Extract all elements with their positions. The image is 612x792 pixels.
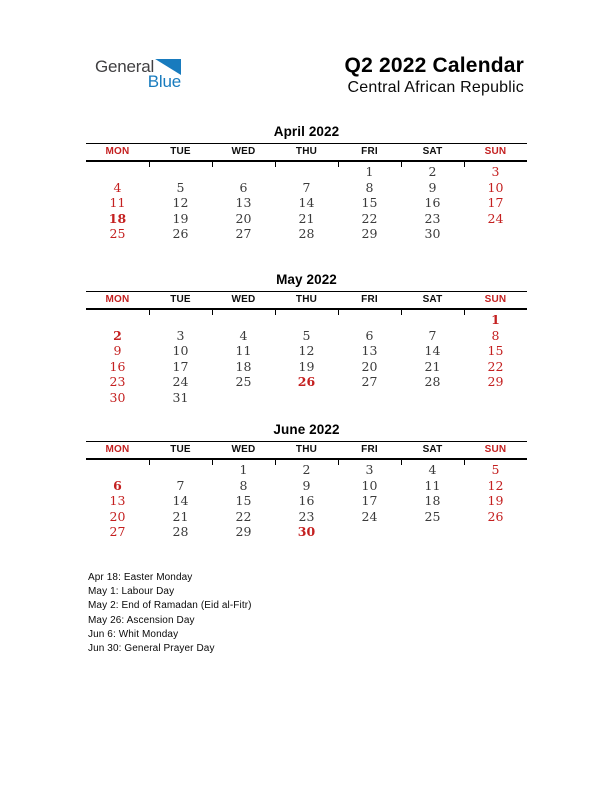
calendar-week-row — [86, 180, 527, 196]
day-cell-14: 14 — [298, 195, 315, 210]
day-cell-15: 15 — [361, 195, 378, 210]
day-cell-19: 19 — [487, 493, 504, 508]
day-cell-23: 23 — [109, 374, 126, 389]
day-cell-21: 21 — [424, 358, 441, 374]
day-cell-24: 24 — [172, 374, 189, 389]
calendar-week-row — [86, 524, 527, 540]
day-cell-11: 11 — [109, 195, 126, 210]
day-cell-12: 12 — [172, 195, 189, 210]
day-cell-3: 3 — [491, 164, 500, 179]
day-cell-27: 27 — [361, 374, 378, 389]
day-cell-2: 2 — [113, 327, 122, 343]
weekday-header-sun: SUN — [484, 444, 507, 455]
day-cell-5: 5 — [302, 327, 311, 343]
day-cell-29: 29 — [361, 226, 378, 241]
day-cell-6: 6 — [365, 327, 374, 343]
day-cell-20: 20 — [235, 210, 252, 226]
calendar-week-row — [86, 226, 527, 242]
day-cell-16: 16 — [424, 195, 441, 210]
day-cell-19: 19 — [172, 210, 189, 226]
day-cell-empty — [212, 312, 275, 328]
day-cell-30: 30 — [109, 389, 126, 405]
day-cell-12: 12 — [487, 477, 504, 493]
calendar-week-row — [86, 478, 527, 494]
month-block-april-2022 — [86, 124, 527, 242]
day-cell-25: 25 — [424, 508, 441, 524]
weekday-header-sat: SAT — [401, 146, 464, 157]
weekday-header-row — [86, 441, 527, 460]
holiday-item: May 26: Ascension Day — [88, 614, 195, 626]
brand-logo — [95, 58, 181, 90]
day-cell-11: 11 — [424, 477, 441, 493]
day-cell-4: 4 — [239, 327, 248, 343]
day-cell-7: 7 — [428, 327, 437, 343]
weekday-header-sat: SAT — [401, 294, 464, 305]
holiday-item: Apr 18: Easter Monday — [88, 572, 193, 583]
day-cell-13: 13 — [361, 343, 378, 358]
title-block — [345, 54, 524, 98]
day-cell-14: 14 — [424, 343, 441, 358]
day-cell-6: 6 — [239, 179, 248, 195]
calendar-week-row — [86, 164, 527, 180]
day-cell-empty — [149, 164, 212, 180]
day-cell-10: 10 — [487, 179, 504, 195]
day-cell-empty — [212, 164, 275, 180]
day-cell-25: 25 — [109, 226, 126, 241]
day-cell-20: 20 — [109, 508, 126, 524]
day-cell-7: 7 — [302, 179, 311, 195]
day-cell-9: 9 — [428, 179, 437, 195]
day-cell-25: 25 — [235, 374, 252, 389]
weekday-header-mon: MON — [86, 444, 149, 455]
month-title: June 2022 — [273, 422, 340, 437]
weekday-header-sun: SUN — [484, 146, 507, 157]
holiday-item: Jun 30: General Prayer Day — [88, 643, 215, 655]
day-cell-17: 17 — [487, 195, 504, 210]
weekday-header-wed: WED — [212, 444, 275, 455]
day-cell-empty — [86, 462, 149, 478]
day-cell-5: 5 — [491, 462, 500, 477]
weekday-header-row — [86, 291, 527, 310]
weekday-header-thu: THU — [275, 146, 338, 157]
day-cell-empty — [401, 312, 464, 328]
weekday-header-wed: WED — [212, 146, 275, 157]
brand-general-text: General — [95, 57, 155, 76]
day-cell-empty — [149, 462, 212, 478]
day-cell-14: 14 — [172, 493, 189, 508]
holiday-item: May 1: Labour Day — [88, 586, 175, 598]
day-cell-31: 31 — [172, 389, 189, 405]
calendar-week-row — [86, 328, 527, 344]
day-cell-21: 21 — [172, 508, 189, 524]
holiday-list — [88, 571, 252, 656]
day-cell-empty — [275, 164, 338, 180]
month-block-june-2022 — [86, 422, 527, 540]
calendar-week-row — [86, 462, 527, 478]
calendar-week-row — [86, 493, 527, 509]
weekday-header-fri: FRI — [338, 294, 401, 305]
calendar-grid — [86, 162, 527, 242]
day-cell-empty — [212, 390, 275, 406]
calendar-week-row — [86, 195, 527, 211]
day-cell-9: 9 — [302, 477, 311, 493]
calendar-week-row — [86, 359, 527, 375]
day-cell-1: 1 — [491, 312, 500, 327]
weekday-header-sat: SAT — [401, 444, 464, 455]
calendar-grid — [86, 310, 527, 405]
page-subtitle: Central African Republic — [347, 79, 524, 96]
day-cell-empty — [149, 312, 212, 328]
weekday-header-tue: TUE — [149, 294, 212, 305]
day-cell-empty — [275, 312, 338, 328]
weekday-header-sun: SUN — [484, 294, 507, 305]
day-cell-1: 1 — [239, 462, 248, 477]
day-cell-15: 15 — [487, 343, 504, 358]
day-cell-26: 26 — [487, 508, 504, 524]
day-cell-23: 23 — [424, 210, 441, 226]
day-cell-10: 10 — [361, 477, 378, 493]
calendar-week-row — [86, 390, 527, 406]
day-cell-empty — [338, 390, 401, 406]
day-cell-1: 1 — [365, 164, 374, 179]
day-cell-28: 28 — [172, 524, 189, 539]
day-cell-30: 30 — [424, 226, 441, 241]
weekday-header-row — [86, 143, 527, 162]
day-cell-13: 13 — [109, 493, 126, 508]
day-cell-28: 28 — [298, 226, 315, 241]
day-cell-21: 21 — [298, 210, 315, 226]
day-cell-22: 22 — [487, 358, 504, 374]
day-cell-27: 27 — [109, 524, 126, 539]
day-cell-17: 17 — [361, 493, 378, 508]
month-title: May 2022 — [276, 272, 337, 287]
day-cell-16: 16 — [109, 358, 126, 374]
day-cell-9: 9 — [113, 343, 122, 358]
month-block-may-2022 — [86, 272, 527, 405]
day-cell-empty — [86, 312, 149, 328]
day-cell-empty — [401, 524, 464, 540]
day-cell-26: 26 — [172, 226, 189, 241]
day-cell-22: 22 — [235, 508, 252, 524]
day-cell-empty — [464, 226, 527, 242]
day-cell-24: 24 — [361, 508, 378, 524]
day-cell-empty — [401, 390, 464, 406]
weekday-header-mon: MON — [86, 146, 149, 157]
day-cell-20: 20 — [361, 358, 378, 374]
day-cell-30: 30 — [297, 524, 316, 539]
weekday-header-wed: WED — [212, 294, 275, 305]
day-cell-2: 2 — [428, 164, 437, 179]
calendar-week-row — [86, 312, 527, 328]
weekday-header-thu: THU — [275, 444, 338, 455]
day-cell-28: 28 — [424, 374, 441, 389]
day-cell-13: 13 — [235, 195, 252, 210]
day-cell-3: 3 — [176, 327, 185, 343]
day-cell-10: 10 — [172, 343, 189, 358]
day-cell-empty — [338, 524, 401, 540]
day-cell-5: 5 — [176, 179, 185, 195]
month-title: April 2022 — [273, 124, 340, 139]
day-cell-empty — [338, 312, 401, 328]
day-cell-26: 26 — [297, 374, 316, 389]
day-cell-6: 6 — [113, 477, 122, 493]
calendar-week-row — [86, 509, 527, 525]
day-cell-24: 24 — [487, 210, 504, 226]
day-cell-empty — [275, 390, 338, 406]
day-cell-11: 11 — [235, 343, 252, 358]
calendar-grid — [86, 460, 527, 540]
day-cell-empty — [86, 164, 149, 180]
day-cell-18: 18 — [108, 210, 127, 226]
day-cell-19: 19 — [298, 358, 315, 374]
day-cell-12: 12 — [298, 343, 315, 358]
day-cell-8: 8 — [239, 477, 248, 493]
day-cell-empty — [464, 524, 527, 540]
brand-blue-text: Blue — [147, 72, 181, 91]
day-cell-2: 2 — [302, 462, 311, 477]
calendar-week-row — [86, 211, 527, 227]
day-cell-18: 18 — [235, 358, 252, 374]
day-cell-22: 22 — [361, 210, 378, 226]
day-cell-8: 8 — [491, 327, 500, 343]
day-cell-17: 17 — [172, 358, 189, 374]
day-cell-16: 16 — [298, 493, 315, 508]
day-cell-4: 4 — [428, 462, 437, 477]
day-cell-3: 3 — [365, 462, 374, 477]
calendar-week-row — [86, 374, 527, 390]
weekday-header-fri: FRI — [338, 146, 401, 157]
day-cell-8: 8 — [365, 179, 374, 195]
day-cell-27: 27 — [235, 226, 252, 241]
day-cell-18: 18 — [424, 493, 441, 508]
day-cell-7: 7 — [176, 477, 185, 493]
holiday-item: May 2: End of Ramadan (Eid al-Fitr) — [88, 600, 252, 612]
weekday-header-fri: FRI — [338, 444, 401, 455]
weekday-header-tue: TUE — [149, 444, 212, 455]
holiday-item: Jun 6: Whit Monday — [88, 628, 179, 640]
day-cell-15: 15 — [235, 493, 252, 508]
day-cell-29: 29 — [235, 524, 252, 539]
weekday-header-mon: MON — [86, 294, 149, 305]
day-cell-4: 4 — [113, 179, 122, 195]
weekday-header-thu: THU — [275, 294, 338, 305]
day-cell-29: 29 — [487, 374, 504, 389]
day-cell-23: 23 — [298, 508, 315, 524]
weekday-header-tue: TUE — [149, 146, 212, 157]
page-title: Q2 2022 Calendar — [344, 54, 524, 77]
calendar-week-row — [86, 343, 527, 359]
day-cell-empty — [464, 390, 527, 406]
